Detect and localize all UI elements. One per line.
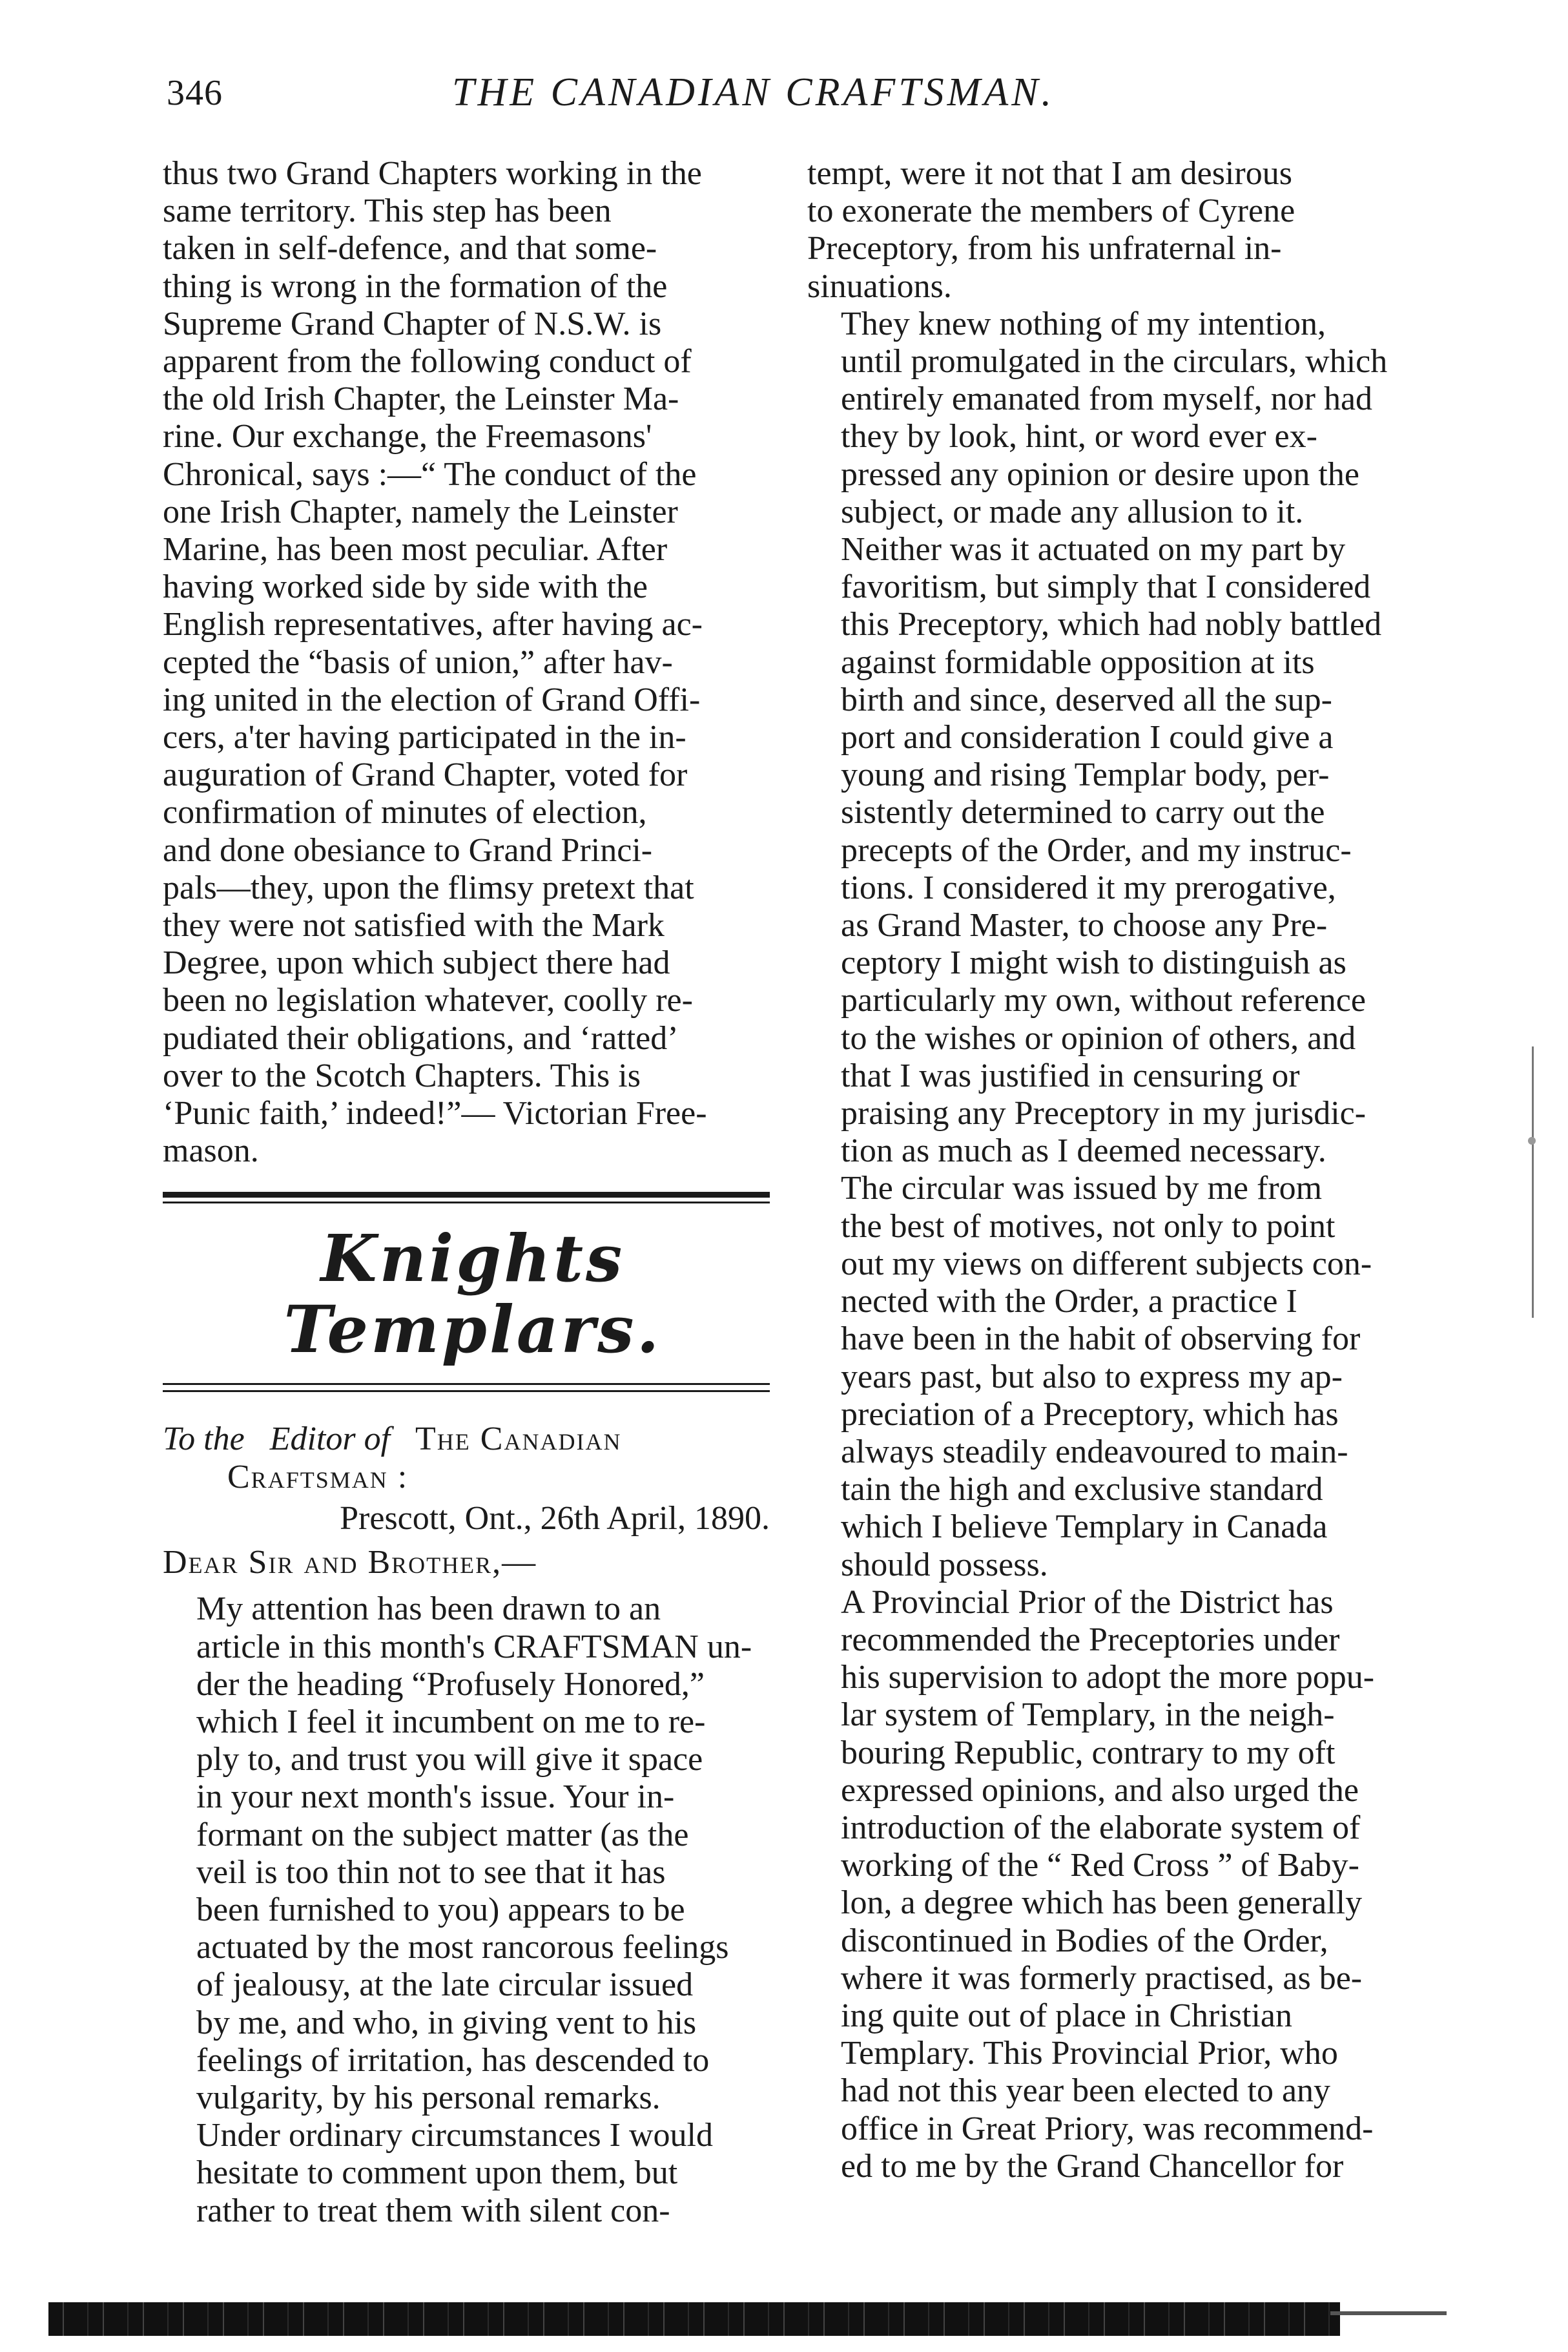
text-line: birth and since, deserved all the sup-	[841, 681, 1332, 718]
text-line: recommended the Preceptories under	[841, 1621, 1340, 1658]
text-line: confirmation of minutes of election,	[163, 794, 647, 831]
text-line: rine. Our exchange, the Freemasons'	[163, 418, 652, 455]
text-line: tempt, were it not that I am desirous	[807, 155, 1292, 192]
text-line: been no legislation whatever, coolly re-	[163, 982, 693, 1019]
text-line: having worked side by side with the	[163, 568, 648, 606]
text-line: praising any Preceptory in my jurisdic-	[841, 1095, 1367, 1132]
letter-paragraph	[807, 1584, 1427, 2185]
text-line: they were not satisfied with the Mark	[163, 907, 665, 944]
text-line: where it was formerly practised, as be-	[841, 1959, 1363, 1997]
text-line: years past, but also to express my ap-	[841, 1358, 1343, 1395]
text-line: ceptory I might wish to distinguish as	[841, 944, 1346, 982]
intro-paragraph	[163, 155, 783, 1170]
text-line: der the heading “Profusely Honored,”	[196, 1665, 705, 1703]
section-heading: Knights Templars.	[284, 1220, 662, 1368]
text-line: to exonerate the members of Cyrene	[807, 193, 1295, 230]
text-line: A Provincial Prior of the District has	[841, 1583, 1334, 1621]
text-line: ing united in the election of Grand Offi-	[163, 681, 701, 718]
text-line: port and consideration I could give a	[841, 719, 1334, 756]
text-line: the old Irish Chapter, the Leinster Ma-	[163, 380, 679, 418]
margin-mark	[1532, 1046, 1534, 1318]
text-line: sinuations.	[807, 267, 952, 305]
text-line: auguration of Grand Chapter, voted for	[163, 756, 688, 794]
text-line: until promulgated in the circulars, which	[841, 343, 1388, 380]
address-publication-cont: Craftsman :	[227, 1458, 409, 1495]
text-line: one Irish Chapter, namely the Leinster	[163, 493, 678, 530]
text-line: pals—they, upon the flimsy pretext that	[163, 869, 694, 906]
thick-rule	[163, 1192, 770, 1198]
text-line: discontinued in Bodies of the Order,	[841, 1922, 1328, 1959]
text-line: tain the high and exclusive standard	[841, 1471, 1323, 1508]
text-line: which I feel it incumbent on me to re-	[196, 1703, 706, 1740]
text-line: sistently determined to carry out the	[841, 794, 1325, 831]
text-line: thus two Grand Chapters working in the	[163, 155, 702, 192]
text-line: by me, and who, in giving vent to his	[196, 2004, 697, 2041]
text-line: entirely emanated from myself, nor had	[841, 380, 1373, 418]
thin-rule	[163, 1390, 770, 1392]
text-line: cepted the “basis of union,” after hav-	[163, 643, 673, 681]
left-column	[163, 155, 783, 2230]
footer-scan-band	[48, 2302, 1340, 2336]
text-line: Under ordinary circumstances I would	[196, 2117, 713, 2154]
text-line: article in this month's CRAFTSMAN un-	[196, 1628, 752, 1665]
text-line: pudiated their obligations, and ‘ratted’	[163, 1019, 679, 1057]
letter-paragraph	[163, 1590, 783, 2117]
text-line: ‘Punic faith,’ indeed!”— Victorian Free-	[163, 1095, 707, 1132]
text-line: ply to, and trust you will give it space	[196, 1741, 703, 1778]
text-line: should possess.	[841, 1546, 1048, 1583]
text-line: expressed opinions, and also urged the	[841, 1771, 1359, 1809]
text-line: ing quite out of place in Christian	[841, 1997, 1292, 2034]
footer-scan-tail	[1330, 2311, 1447, 2315]
text-line: preciation of a Preceptory, which has	[841, 1395, 1339, 1433]
margin-dot	[1528, 1137, 1536, 1145]
text-line: this Preceptory, which had nobly battled	[841, 606, 1382, 643]
salutation: Dear Sir and Brother,—	[163, 1544, 537, 1581]
text-line: working of the “ Red Cross ” of Baby-	[841, 1847, 1359, 1884]
text-line: that I was justified in censuring or	[841, 1057, 1300, 1094]
heading-rule-top	[163, 1192, 770, 1203]
text-line: taken in self-defence, and that some-	[163, 230, 657, 267]
text-line: introduction of the elaborate system of	[841, 1809, 1361, 1846]
text-line: the best of motives, not only to point	[841, 1207, 1336, 1245]
text-line: The circular was issued by me from	[841, 1170, 1323, 1207]
thin-rule	[163, 1202, 770, 1203]
text-line: cers, a'ter having participated in the in-	[163, 719, 686, 756]
letter-paragraph	[163, 2117, 783, 2230]
text-line: of jealousy, at the late circular issued	[196, 1966, 694, 2004]
text-line: ed to me by the Grand Chancellor for	[841, 2147, 1344, 2185]
text-line: out my views on different subjects con-	[841, 1245, 1372, 1282]
text-line: actuated by the most rancorous feelings	[196, 1929, 729, 1966]
text-line: as Grand Master, to choose any Pre-	[841, 907, 1328, 944]
text-line: apparent from the following conduct of	[163, 343, 692, 380]
text-line: precepts of the Order, and my instruc-	[841, 831, 1352, 869]
text-line: they by look, hint, or word ever ex-	[841, 418, 1317, 455]
heading-rule-bottom	[163, 1383, 770, 1392]
text-line: his supervision to adopt the more popu-	[841, 1659, 1375, 1696]
text-line: tion as much as I deemed necessary.	[841, 1132, 1326, 1170]
letter-paragraph	[807, 1170, 1427, 1583]
text-line: rather to treat them with silent con-	[196, 2192, 670, 2229]
text-line: mason.	[163, 1132, 259, 1170]
address-to-the: To the	[163, 1421, 245, 1458]
text-line: Neither was it actuated on my part by	[841, 531, 1346, 568]
text-line: to the wishes or opinion of others, and	[841, 1019, 1356, 1057]
text-line: over to the Scotch Chapters. This is	[163, 1057, 641, 1094]
text-line: They knew nothing of my intention,	[841, 305, 1326, 342]
address-publication: The Canadian	[415, 1421, 622, 1458]
text-line: Chronical, says :—“ The conduct of the	[163, 455, 697, 493]
text-line: hesitate to comment upon them, but	[196, 2154, 678, 2192]
running-title: THE CANADIAN CRAFTSMAN.	[452, 70, 1055, 114]
text-line: lar system of Templary, in the neigh-	[841, 1696, 1335, 1734]
text-line: subject, or made any allusion to it.	[841, 493, 1304, 530]
text-line: lon, a degree which has been generally	[841, 1884, 1363, 1922]
text-line: tions. I considered it my prerogative,	[841, 869, 1336, 906]
text-line: in your next month's issue. Your in-	[196, 1778, 675, 1816]
text-line: pressed any opinion or desire upon the	[841, 455, 1359, 493]
text-line: formant on the subject matter (as the	[196, 1816, 689, 1853]
text-line: My attention has been drawn to an	[196, 1590, 661, 1628]
address-editor-of: Editor of	[269, 1421, 391, 1458]
text-line: nected with the Order, a practice I	[841, 1283, 1297, 1320]
text-line: Templary. This Provincial Prior, who	[841, 2035, 1338, 2072]
text-line: English representatives, after having ac-	[163, 606, 703, 643]
right-column	[807, 155, 1427, 2185]
text-line: thing is wrong in the formation of the	[163, 267, 668, 305]
text-line: and done obesiance to Grand Princi-	[163, 831, 653, 869]
text-line: same territory. This step has been	[163, 193, 612, 230]
text-line: particularly my own, without reference	[841, 982, 1366, 1019]
text-line: Marine, has been most peculiar. After	[163, 531, 668, 568]
page-number: 346	[167, 73, 223, 113]
thin-rule	[163, 1383, 770, 1385]
text-line: against formidable opposition at its	[841, 643, 1315, 681]
text-line: been furnished to you) appears to be	[196, 1891, 685, 1928]
dateline: Prescott, Ont., 26th April, 1890.	[340, 1499, 770, 1537]
text-line: vulgarity, by his personal remarks.	[196, 2079, 661, 2116]
text-line: which I believe Templary in Canada	[841, 1508, 1328, 1546]
text-line: feelings of irritation, has descended to	[196, 2041, 710, 2079]
text-line: young and rising Templar body, per-	[841, 756, 1330, 794]
text-line: favoritism, but simply that I considered	[841, 568, 1371, 606]
letter-paragraph	[807, 306, 1427, 1171]
text-line: always steadily endeavoured to main-	[841, 1433, 1348, 1470]
letter-paragraph	[807, 155, 1427, 306]
text-line: veil is too thin not to see that it has	[196, 1853, 666, 1891]
text-line: had not this year been elected to any	[841, 2072, 1331, 2110]
text-line: Preceptory, from his unfraternal in-	[807, 230, 1282, 267]
text-line: Degree, upon which subject there had	[163, 944, 670, 982]
text-line: have been in the habit of observing for	[841, 1320, 1361, 1358]
text-line: office in Great Priory, was recommend-	[841, 2110, 1374, 2147]
address-line	[163, 1421, 783, 1458]
text-line: Supreme Grand Chapter of N.S.W. is	[163, 305, 662, 342]
text-line: bouring Republic, contrary to my oft	[841, 1734, 1336, 1771]
